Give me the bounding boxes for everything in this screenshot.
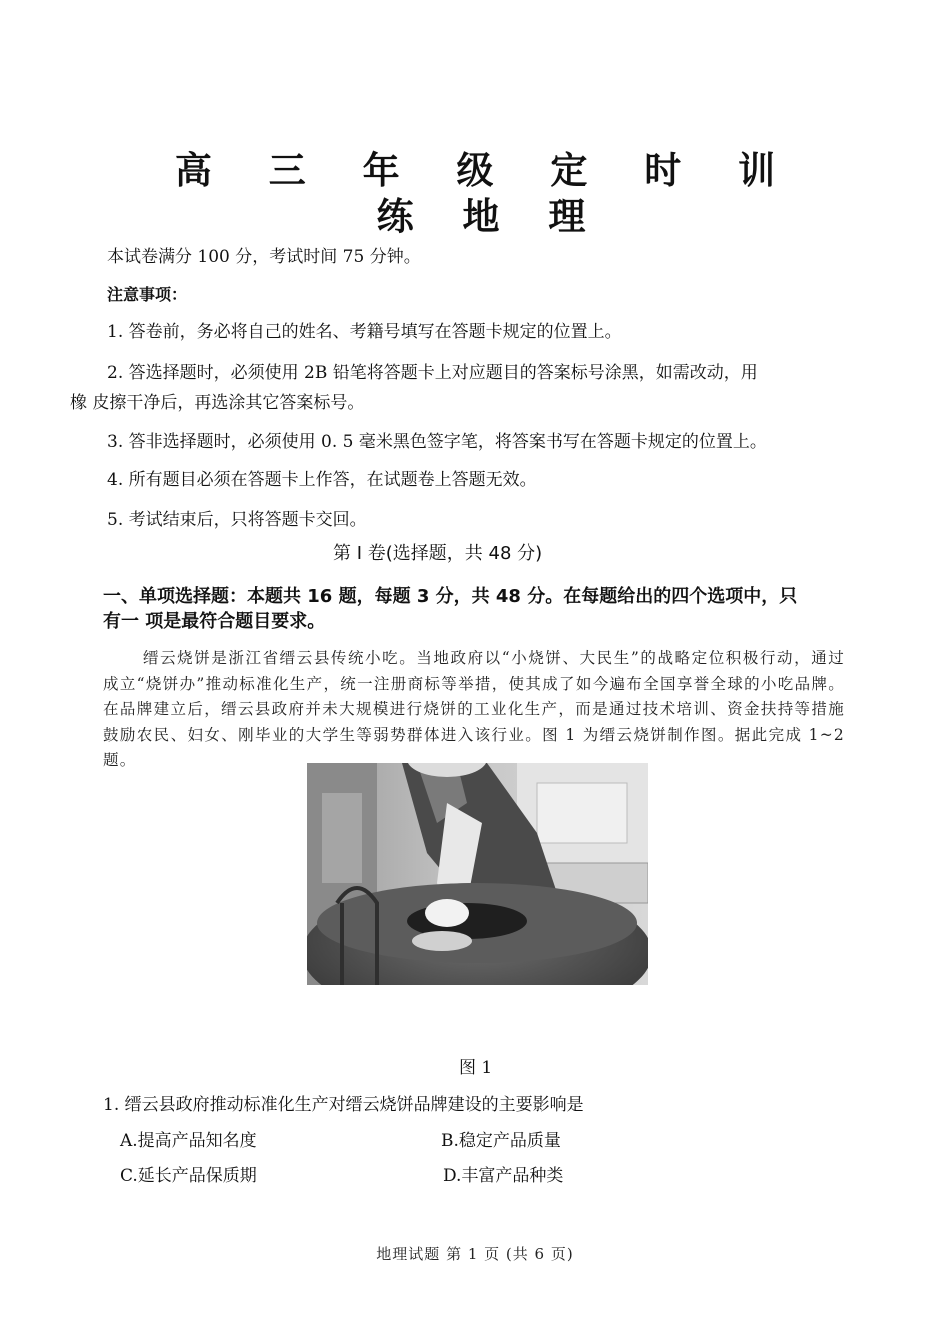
notice-item-2-line1: 2. 答选择题时，必须使用 2B 铅笔将答题卡上对应题目的答案标号涂黑，如需改动，用 — [107, 363, 758, 383]
question-1-option-c: C.延长产品保质期 — [120, 1166, 257, 1186]
question-type-line2: 有一 项是最符合题目要求。 — [103, 611, 326, 632]
shaobing-making-photo — [307, 763, 648, 985]
exam-title-line1: 高 三 年 级 定 时 训 — [174, 149, 798, 192]
notice-label: 注意事项： — [107, 285, 188, 304]
notice-item-5: 5. 考试结束后，只将答题卡交回。 — [107, 510, 367, 530]
exam-intro: 本试卷满分 100 分，考试时间 75 分钟。 — [107, 247, 421, 267]
section-heading: 第 Ⅰ 卷(选择题，共 48 分) — [333, 543, 543, 564]
question-type-line1: 一、单项选择题：本题共 16 题，每题 3 分，共 48 分。在每题给出的四个选项中，只 — [103, 586, 798, 607]
question-1-option-a: A.提高产品知名度 — [120, 1131, 257, 1151]
notice-item-2-line2: 橡 皮擦干净后，再选涂其它答案标号。 — [70, 393, 365, 413]
question-1-option-d: D.丰富产品种类 — [443, 1166, 564, 1186]
figure-caption: 图 1 — [459, 1058, 493, 1078]
reading-passage: 缙云烧饼是浙江省缙云县传统小吃。当地政府以“小烧饼、大民生”的战略定位积极行动，通过成立“烧饼办”推动标准化生产，统一注册商标等举措，使其成了如今遍布全国享誉全球的小吃品牌。在品牌建立后，缙云县政府并未大规模进行烧饼的工业化生产，而是通过技术培训、资金扶持等措施鼓励农民、妇女、刚毕业的大学生等弱势群体进入该行业。图 1 为缙云烧饼制作图。据此完成 1~2 题。 — [103, 649, 845, 769]
question-1-stem: 1. 缙云县政府推动标准化生产对缙云烧饼品牌建设的主要影响是 — [103, 1095, 584, 1115]
shaobing-photo-illustration — [307, 763, 648, 985]
notice-item-1: 1. 答卷前，务必将自己的姓名、考籍号填写在答题卡规定的位置上。 — [107, 322, 622, 342]
notice-item-3: 3. 答非选择题时，必须使用 0. 5 毫米黑色签字笔，将答案书写在答题卡规定的位置上。 — [107, 432, 767, 452]
page-footer: 地理试题 第 1 页 (共 6 页) — [376, 1245, 574, 1263]
question-1-option-b: B.稳定产品质量 — [441, 1131, 561, 1151]
exam-title-line2: 练 地 理 — [376, 195, 604, 238]
notice-item-4: 4. 所有题目必须在答题卡上作答，在试题卷上答题无效。 — [107, 470, 537, 490]
